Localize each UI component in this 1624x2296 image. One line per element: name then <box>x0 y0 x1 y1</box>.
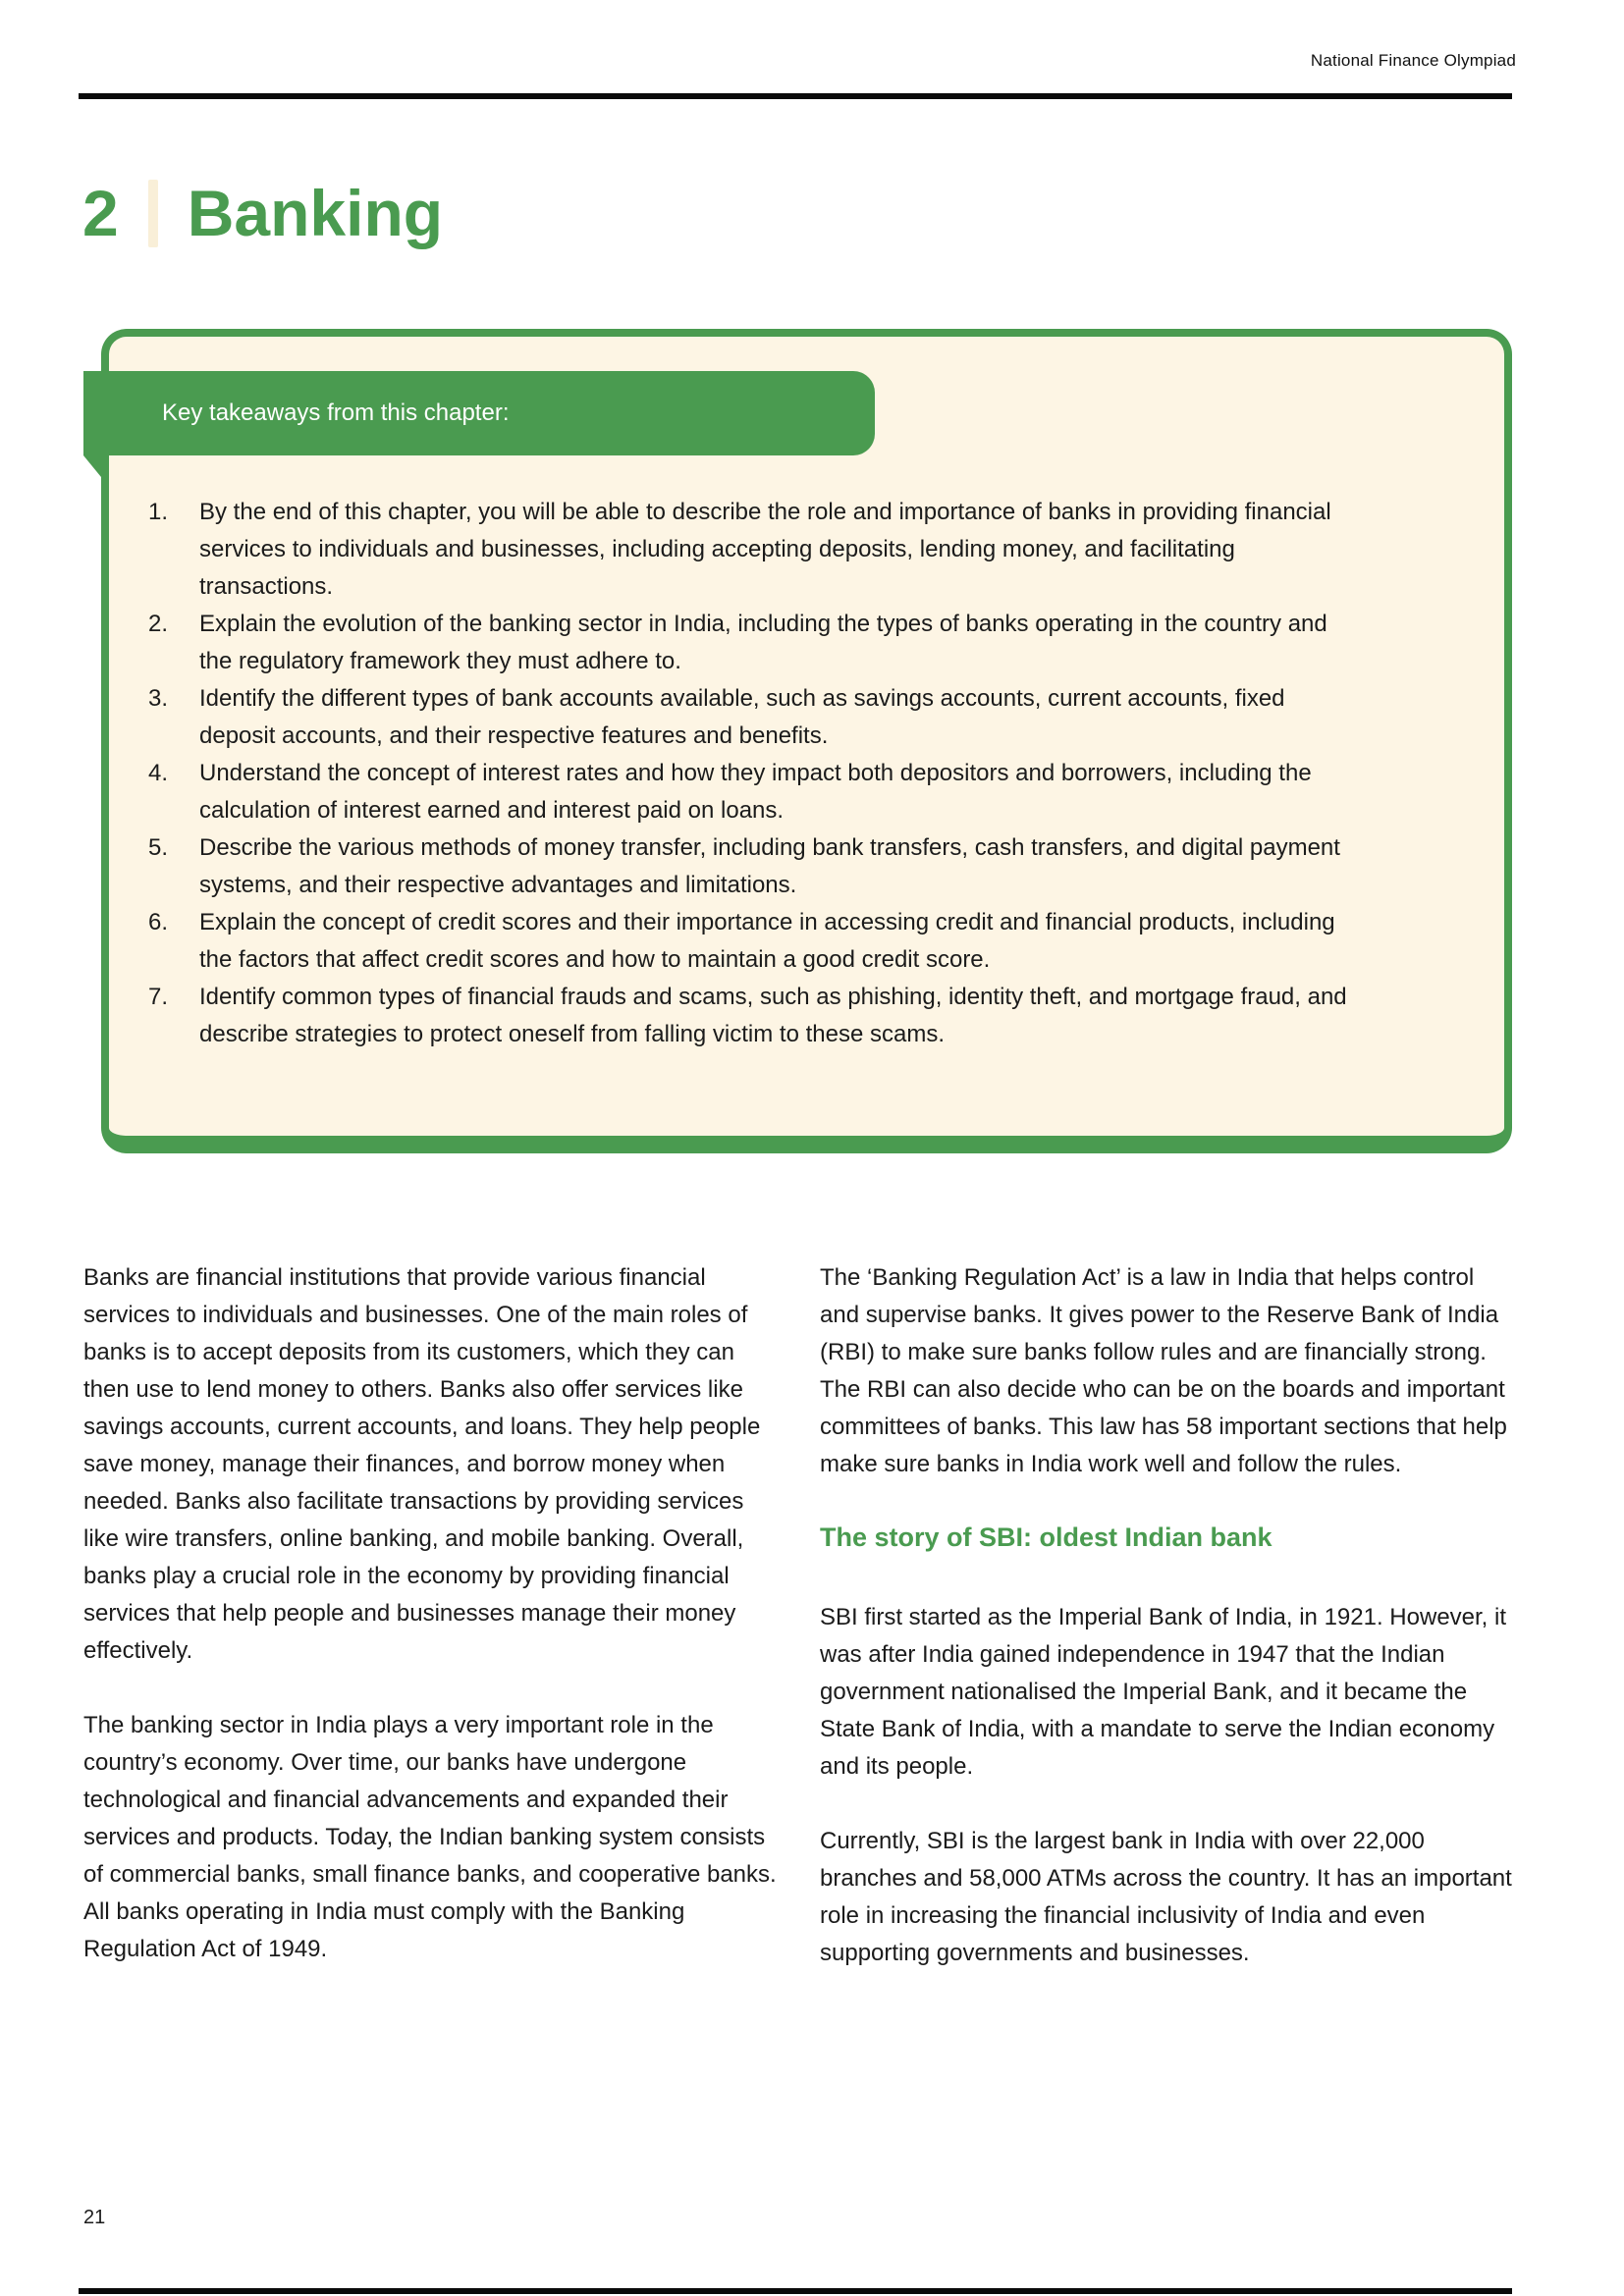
takeaways-item-6: Explain the concept of credit scores and their importance in accessing credit and financial products, including the factors that affect credit scores and how to maintain a good credit score. <box>199 909 1335 973</box>
takeaways-item-7: Identify common types of financial frauds and scams, such as phishing, identity theft, and mortgage fraud, and describe strategies to protect oneself from falling victim to these scams. <box>199 984 1347 1047</box>
takeaways-ribbon-label: Key takeaways from this chapter: <box>162 400 510 426</box>
paragraph-sbi-today: Currently, SBI is the largest bank in India with over 22,000 branches and 58,000 ATMs across the country. It has an important role in increasing the financial inclusivity of India and even supporting governments and businesses. <box>820 1828 1512 1966</box>
right-column <box>820 1259 1518 2009</box>
paragraph-banking-regulation-act: The ‘Banking Regulation Act’ is a law in India that helps control and supervise banks. It gives power to the Reserve Bank of India (RBI) to make sure banks follow rules and are financially strong. The RBI can also decide who can be on the boards and important committees of banks. This law has 58 important sections that help make sure banks in India work well and follow the rules. <box>820 1264 1507 1477</box>
brand-text: National Finance Olympiad <box>1310 51 1516 70</box>
paragraph-banking-sector-india: The banking sector in India plays a very important role in the country’s economy. Over time, our banks have undergone technological and financial advancements and expanded their services and products. Today, the Indian banking system consists of commercial banks, small finance banks, and cooperative banks. All banks operating in India must comply with the Banking Regulation Act of 1949. <box>83 1712 777 1962</box>
takeaways-panel <box>101 329 1512 1153</box>
header-rule <box>79 93 1512 99</box>
page-number: 21 <box>83 2207 106 2228</box>
chapter-number: 2 <box>82 177 119 249</box>
body-columns <box>83 1259 1518 2009</box>
chapter-title: Banking <box>187 177 444 249</box>
takeaways-item-2: Explain the evolution of the banking sector in India, including the types of banks operating in the country and the regulatory framework they must adhere to. <box>199 611 1327 674</box>
footer-rule <box>79 2288 1512 2294</box>
takeaways-ribbon <box>83 371 875 455</box>
chapter-header <box>82 177 444 249</box>
section-heading-sbi: The story of SBI: oldest Indian bank <box>820 1522 1272 1552</box>
takeaways-item-1: By the end of this chapter, you will be able to describe the role and importance of banks in providing financial services to individuals and businesses, including accepting deposits, lending money, and facilitating transactions. <box>199 499 1331 600</box>
takeaways-item-4: Understand the concept of interest rates and how they impact both depositors and borrowers, including the calculation of interest earned and interest paid on loans. <box>199 760 1312 824</box>
chapter-title-divider <box>148 180 158 247</box>
paragraph-sbi-history: SBI first started as the Imperial Bank of India, in 1921. However, it was after India gained independence in 1947 that the Indian government nationalised the Imperial Bank, and it became the State Bank of India, with a mandate to serve the Indian economy and its people. <box>820 1604 1507 1780</box>
takeaways-item-3: Identify the different types of bank accounts available, such as savings accounts, current accounts, fixed deposit accounts, and their respective features and benefits. <box>199 685 1285 749</box>
takeaways-item-5: Describe the various methods of money transfer, including bank transfers, cash transfers, and digital payment systems, and their respective advantages and limitations. <box>199 834 1340 898</box>
left-column <box>83 1259 782 2009</box>
paragraph-banks-role: Banks are financial institutions that provide various financial services to individuals and businesses. One of the main roles of banks is to accept deposits from its customers, which they can then use to lend money to others. Banks also offer services like savings accounts, current accounts, and loans. They help people save money, manage their finances, and borrow money when needed. Banks also facilitate transactions by providing services like wire transfers, online banking, and mobile banking. Overall, banks play a crucial role in the economy by providing financial services that help people and businesses manage their money effectively. <box>83 1264 761 1664</box>
